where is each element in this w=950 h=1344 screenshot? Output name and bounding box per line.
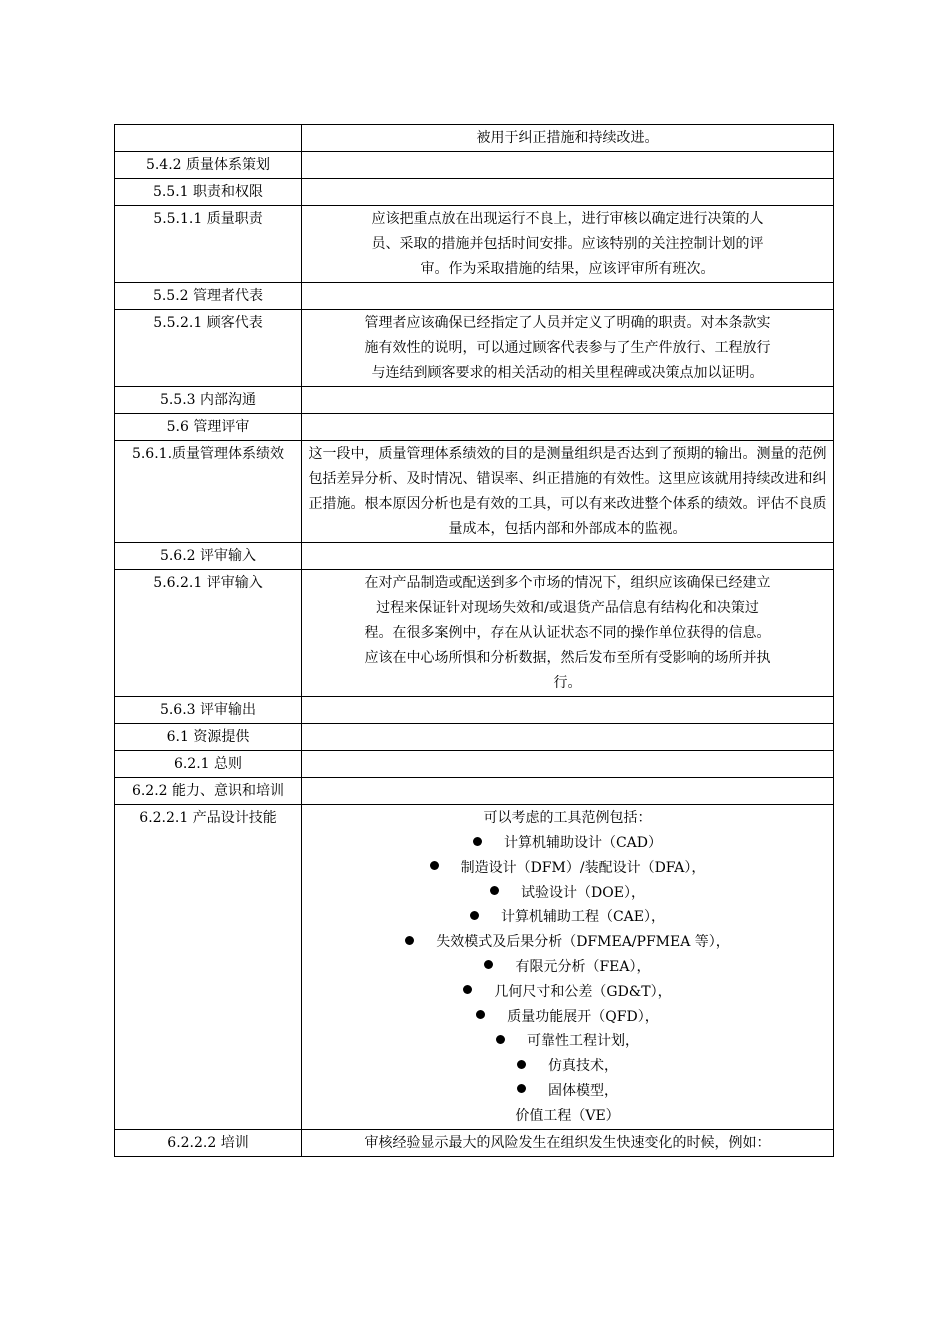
clause-cell <box>115 441 302 543</box>
clause-cell: 5.5.2 管理者代表 <box>115 283 302 310</box>
guidance-cell <box>302 152 834 179</box>
guidance-cell <box>302 570 834 697</box>
clause-cell: 5.6 管理评审 <box>115 414 302 441</box>
table-row <box>115 179 834 206</box>
table-row <box>115 805 834 1130</box>
guidance-cell <box>302 543 834 570</box>
list-item: 有限元分析（FEA）， <box>306 955 829 980</box>
clause-text: 5.6.1.质量管理体系绩效 <box>131 446 285 462</box>
guidance-text: 被用于纠正措施和持续改进。 <box>476 130 659 146</box>
bullet-icon <box>476 1010 485 1019</box>
clause-cell: 5.6.3 评审输出 <box>115 697 302 724</box>
clause-cell: 5.4.2 质量体系策划 <box>115 152 302 179</box>
guidance-text: 管理者应该确保已经指定了人员并定义了明确的职责。对本条款实施有效性的说明，可以通过顾客代表参与了生产件放行、工程放行与连结到顾客要求的相关活动的相关里程碑或决策点加以证明。 <box>364 315 771 381</box>
guidance-cell <box>302 414 834 441</box>
table-row <box>115 570 834 697</box>
table-row <box>115 778 834 805</box>
clause-cell: 6.2.2.1 产品设计技能 <box>115 805 302 1130</box>
table-row <box>115 751 834 778</box>
table-row <box>115 697 834 724</box>
table-row <box>115 283 834 310</box>
bullet-icon <box>490 886 499 895</box>
guidance-cell <box>302 387 834 414</box>
clause-cell: 6.2.2.2 培训 <box>115 1129 302 1156</box>
table-row <box>115 152 834 179</box>
clause-cell: 6.1 资源提供 <box>115 724 302 751</box>
list-item: 计算机辅助设计（CAD） <box>306 831 829 856</box>
clause-cell: 6.2.2 能力、意识和培训 <box>115 778 302 805</box>
table-row <box>115 724 834 751</box>
guidance-text: 在对产品制造或配送到多个市场的情况下，组织应该确保已经建立过程来保证针对现场失效和/或退货产品信息有结构化和决策过程。在很多案例中，存在从认证状态不同的操作单位获得的信息。应该在中心场所惧和分析数据，然后发布至所有受影响的场所并执行。 <box>364 575 771 691</box>
guidance-text: 这一段中，质量管理体系绩效的目的是测量组织是否达到了预期的输出。测量的范例包括差异分析、及时情况、错误率、纠正措施的有效性。这里应该就用持续改进和纠正措施。根本原因分析也是有效的工具，可以有来改进整个体系的绩效。评估不良质量成本，包括内部和外部成本的监视。 <box>308 446 827 537</box>
bullet-icon <box>484 960 493 969</box>
clause-cell: 5.6.2 评审输入 <box>115 543 302 570</box>
table-row <box>115 543 834 570</box>
bullet-icon <box>496 1035 505 1044</box>
guidance-cell <box>302 751 834 778</box>
guidance-cell <box>302 125 834 152</box>
clause-cell: 5.5.3 内部沟通 <box>115 387 302 414</box>
list-item: 仿真技术， <box>306 1054 829 1079</box>
clause-cell: 5.5.1 职责和权限 <box>115 179 302 206</box>
guidance-cell <box>302 310 834 387</box>
clause-cell <box>115 125 302 152</box>
table-row <box>115 310 834 387</box>
table-row <box>115 206 834 283</box>
list-item: 几何尺寸和公差（GD&T）， <box>306 980 829 1005</box>
guidance-cell <box>302 441 834 543</box>
table-row <box>115 125 834 152</box>
list-item: 计算机辅助工程（CAE）， <box>306 905 829 930</box>
tools-intro: 可以考虑的工具范例包括： <box>483 810 652 826</box>
bullet-icon <box>470 911 479 920</box>
clause-cell: 5.6.2.1 评审输入 <box>115 570 302 697</box>
document-table <box>114 124 834 1157</box>
guidance-cell <box>302 697 834 724</box>
table-row <box>115 414 834 441</box>
bullet-icon <box>463 985 472 994</box>
list-item: 可靠性工程计划， <box>306 1029 829 1054</box>
clause-cell: 5.5.2.1 顾客代表 <box>115 310 302 387</box>
clause-cell: 6.2.1 总则 <box>115 751 302 778</box>
list-item: 制造设计（DFM）/装配设计（DFA）， <box>306 856 829 881</box>
list-item: 失效模式及后果分析（DFMEA/PFMEA 等）， <box>306 930 829 955</box>
guidance-cell <box>302 206 834 283</box>
guidance-text: 审核经验显示最大的风险发生在组织发生快速变化的时候，例如： <box>364 1134 771 1151</box>
clause-cell: 5.5.1.1 质量职责 <box>115 206 302 283</box>
list-item: 质量功能展开（QFD）， <box>306 1005 829 1030</box>
list-item: 固体模型， <box>306 1079 829 1104</box>
list-item: 试验设计（DOE）， <box>306 881 829 906</box>
guidance-cell <box>302 179 834 206</box>
table-row <box>115 441 834 543</box>
bullet-icon <box>405 936 414 945</box>
guidance-cell <box>302 805 834 1130</box>
bullet-icon <box>473 837 482 846</box>
guidance-cell <box>302 778 834 805</box>
guidance-cell <box>302 1129 834 1156</box>
tools-list <box>306 831 829 1104</box>
guidance-cell <box>302 724 834 751</box>
guidance-text: 应该把重点放在出现运行不良上，进行审核以确定进行决策的人员、采取的措施并包括时间安排。应该特别的关注控制计划的评审。作为采取措施的结果，应该评审所有班次。 <box>371 211 764 277</box>
bullet-icon <box>517 1060 526 1069</box>
guidance-cell <box>302 283 834 310</box>
bullet-icon <box>517 1084 526 1093</box>
tools-last-item: 价值工程（VE） <box>515 1107 620 1124</box>
bullet-icon <box>430 861 439 870</box>
table-row <box>115 387 834 414</box>
table-row <box>115 1129 834 1156</box>
